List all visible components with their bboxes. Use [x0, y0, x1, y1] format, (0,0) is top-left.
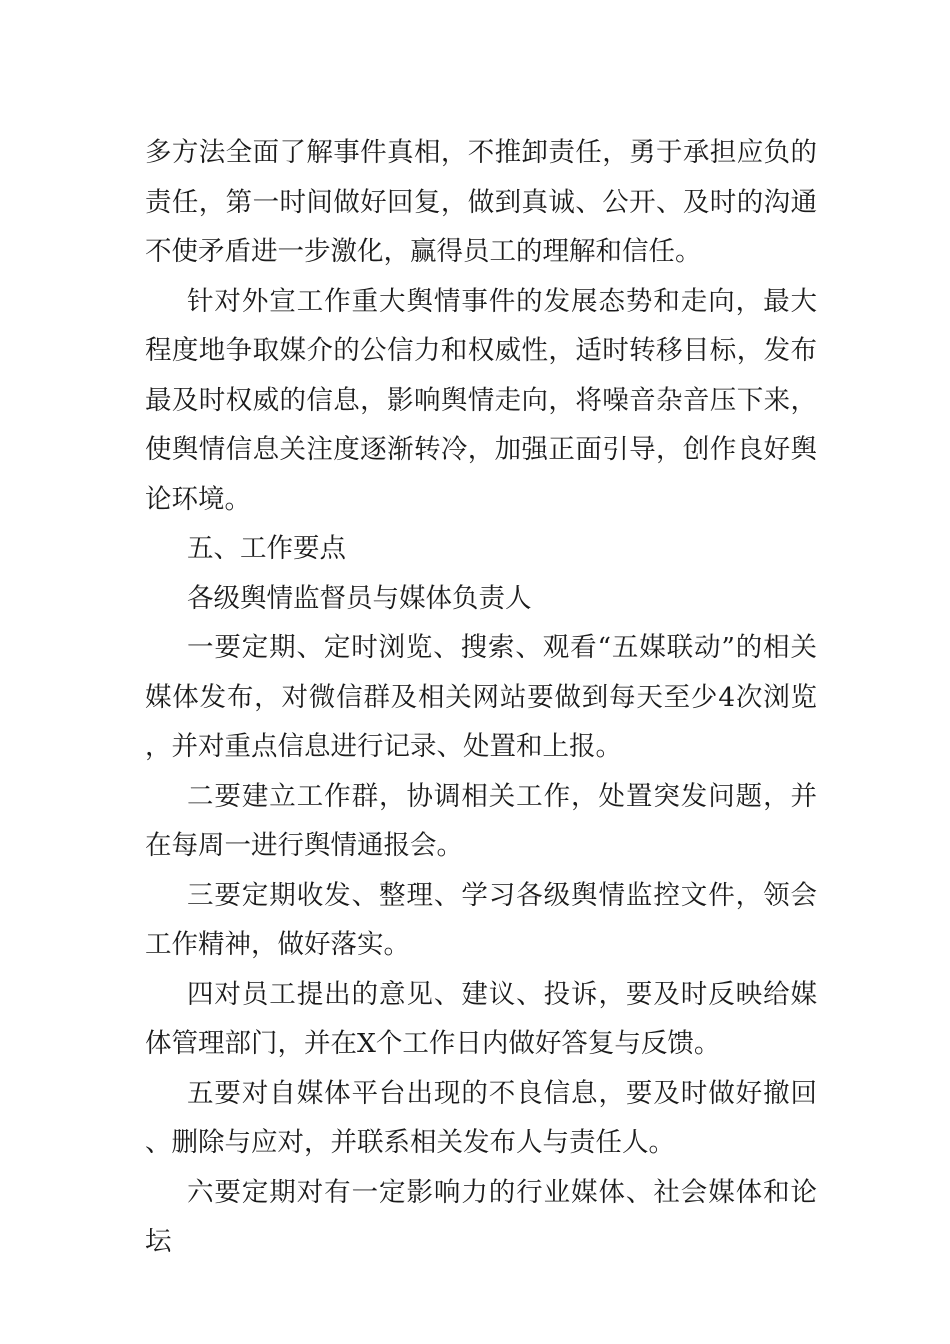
paragraph-item-one: 一要定期、定时浏览、搜索、观看“五媒联动”的相关媒体发布，对微信群及相关网站要做到每天至少4次浏览，并对重点信息进行记录、处置和上报。	[145, 632, 817, 762]
paragraph-responsible-parties: 各级舆情监督员与媒体负责人	[187, 582, 532, 614]
paragraph-item-two: 二要建立工作群，协调相关工作，处置突发问题，并在每周一进行舆情通报会。	[145, 780, 817, 861]
section-heading-work-points: 五、工作要点	[187, 533, 346, 564]
paragraph-item-four: 四对员工提出的意见、建议、投诉，要及时反映给媒体管理部门，并在X个工作日内做好答复与反馈。	[145, 978, 817, 1059]
paragraph-item-five: 五要对自媒体平台出现的不良信息，要及时做好撤回、删除与应对，并联系相关发布人与责任人。	[145, 1077, 817, 1158]
paragraph-continuation: 多方法全面了解事件真相，不推卸责任，勇于承担应负的责任，第一时间做好回复，做到真诚、公开、及时的沟通不使矛盾进一步激化，赢得员工的理解和信任。	[145, 137, 817, 267]
paragraph-item-six: 六要定期对有一定影响力的行业媒体、社会媒体和论坛	[145, 1176, 817, 1257]
paragraph-external-publicity: 针对外宣工作重大舆情事件的发展态势和走向，最大程度地争取媒介的公信力和权威性，适时转移目标，发布最及时权威的信息，影响舆情走向，将噪音杂音压下来，使舆情信息关注度逐渐转冷，加强正面引导，创作良好舆论环境。	[145, 285, 817, 515]
paragraph-item-three: 三要定期收发、整理、学习各级舆情监控文件，领会工作精神，做好落实。	[145, 879, 817, 960]
document-body	[145, 128, 817, 1267]
